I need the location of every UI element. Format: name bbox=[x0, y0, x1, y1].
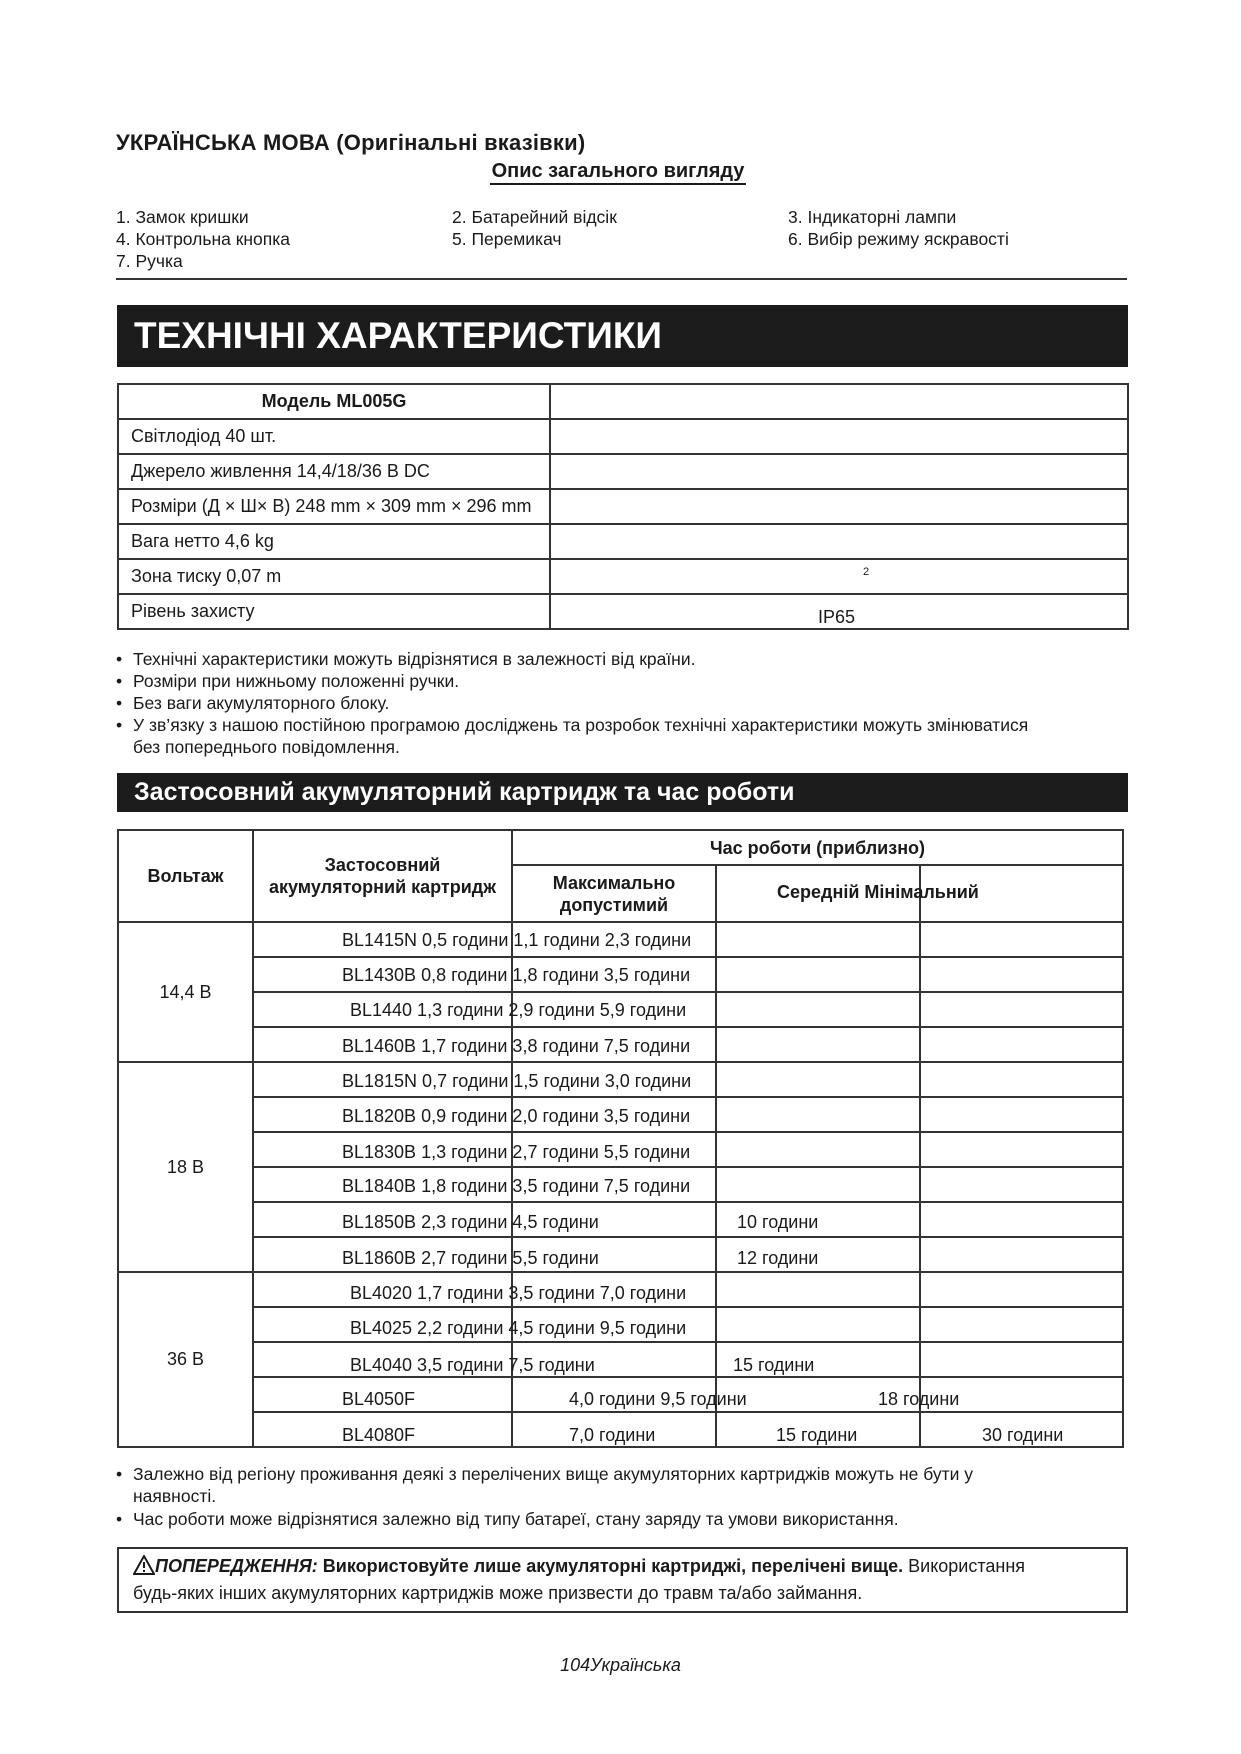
part-item: 2. Батарейний відсік bbox=[452, 207, 617, 227]
table-cell bbox=[920, 1237, 1123, 1272]
table-row bbox=[118, 454, 1128, 489]
table-cell bbox=[920, 1167, 1123, 1202]
spec-cell: Вага нетто 4,6 kg bbox=[118, 524, 550, 559]
header-mid-min: Середній Мінімальний bbox=[777, 882, 979, 902]
list-item bbox=[116, 714, 1029, 736]
table-cell bbox=[716, 1027, 920, 1062]
spec-cell: Зона тиску 0,07 m bbox=[118, 559, 550, 594]
note-text: Без ваги акумуляторного блоку. bbox=[133, 693, 390, 713]
page-footer: 104Українська bbox=[560, 1655, 681, 1675]
battery-row-times: 4,0 години 9,5 години bbox=[569, 1389, 747, 1409]
table-cell bbox=[920, 992, 1123, 1027]
spec-cell: Світлодіод 40 шт. bbox=[118, 419, 550, 454]
list-item bbox=[116, 1508, 899, 1530]
header-voltage: Вольтаж bbox=[118, 830, 253, 922]
note-text: У зв’язку з нашою постійною програмою досліджень та розробок технічні характеристики можуть змінюватися bbox=[133, 715, 1029, 735]
table-cell bbox=[920, 1272, 1123, 1307]
battery-row-min: 10 години bbox=[737, 1212, 819, 1232]
bullet: • bbox=[116, 1464, 123, 1484]
part-item: 5. Перемикач bbox=[452, 229, 562, 249]
note-text: Час роботи може відрізнятися залежно від типу батареї, стану заряду та умови використання. bbox=[133, 1509, 899, 1529]
note-text: Залежно від регіону проживання деякі з перелічених вище акумуляторних картриджів можуть не бути у bbox=[133, 1464, 974, 1484]
spec-value-cell bbox=[550, 454, 1128, 489]
battery-row-min: 18 години bbox=[878, 1389, 960, 1409]
warning-strong: Використовуйте лише акумуляторні картриджі, перелічені вище. bbox=[322, 1556, 904, 1576]
battery-row-min: 15 години bbox=[733, 1355, 815, 1375]
warning-line-2: будь-яких інших акумуляторних картриджів може призвести до травм та/або займання. bbox=[133, 1583, 863, 1603]
voltage-group: 18 В bbox=[118, 1062, 253, 1272]
spec-value-cell bbox=[550, 419, 1128, 454]
table-cell bbox=[920, 1202, 1123, 1237]
voltage-group: 14,4 В bbox=[118, 922, 253, 1062]
table-cell bbox=[920, 922, 1123, 957]
battery-row-text: BL4025 2,2 години 4,5 години 9,5 години bbox=[350, 1318, 687, 1338]
note-text: без попереднього повідомлення. bbox=[133, 737, 400, 757]
bullet: • bbox=[116, 649, 123, 669]
spec-cell: Джерело живлення 14,4/18/36 В DC bbox=[118, 454, 550, 489]
warning-box bbox=[117, 1547, 1128, 1613]
battery-row-min: 30 години bbox=[982, 1425, 1064, 1445]
table-cell bbox=[716, 1062, 920, 1097]
list-item-continued bbox=[133, 1485, 216, 1507]
battery-row-text: BL1460B 1,7 години 3,8 години 7,5 години bbox=[342, 1036, 691, 1056]
list-item bbox=[116, 692, 390, 714]
battery-row-mid: 15 години bbox=[776, 1425, 858, 1445]
list-item bbox=[116, 648, 696, 670]
battery-row-text: BL4040 3,5 години 7,5 години bbox=[350, 1355, 595, 1375]
list-item bbox=[116, 670, 460, 692]
table-cell bbox=[716, 1167, 920, 1202]
table-cell bbox=[920, 1307, 1123, 1342]
table-cell bbox=[920, 1027, 1123, 1062]
battery-row-max: 7,0 години bbox=[569, 1425, 656, 1445]
header-cartridge bbox=[253, 830, 512, 922]
battery-row-text: BL1815N 0,7 години 1,5 години 3,0 години bbox=[342, 1071, 692, 1091]
spec-value-cell bbox=[550, 489, 1128, 524]
battery-row-text: BL1850B 2,3 години 4,5 години bbox=[342, 1212, 599, 1232]
battery-row-text: BL4050F bbox=[342, 1389, 416, 1409]
table-header-row bbox=[118, 830, 1123, 865]
table-cell bbox=[716, 922, 920, 957]
part-item: 1. Замок кришки bbox=[116, 207, 249, 227]
divider bbox=[116, 278, 1127, 280]
part-item: 7. Ручка bbox=[116, 251, 183, 271]
battery-row-text: BL1415N 0,5 години 1,1 години 2,3 години bbox=[342, 930, 692, 950]
table-cell bbox=[716, 992, 920, 1027]
table-row bbox=[118, 1202, 1123, 1237]
table-row bbox=[118, 489, 1128, 524]
battery-row-text: BL4080F bbox=[342, 1425, 416, 1445]
header-max-line1: Максимально bbox=[552, 872, 676, 893]
table-row bbox=[118, 594, 1128, 629]
table-cell bbox=[920, 957, 1123, 992]
battery-row-text: BL1860B 2,7 години 5,5 години bbox=[342, 1248, 599, 1268]
overview-title bbox=[0, 160, 1241, 183]
table-cell bbox=[920, 1132, 1123, 1167]
table-row bbox=[118, 524, 1128, 559]
voltage-group: 36 В bbox=[118, 1272, 253, 1447]
table-cell bbox=[716, 1097, 920, 1132]
bullet: • bbox=[116, 671, 123, 691]
warning-line-1 bbox=[133, 1553, 1112, 1580]
language-title: УКРАЇНСЬКА МОВА (Оригінальні вказівки) bbox=[116, 130, 586, 155]
battery-row-text: BL1430B 0,8 години 1,8 години 3,5 години bbox=[342, 965, 691, 985]
spec-cell: Модель ML005G bbox=[118, 384, 550, 419]
spec-cell: Рівень захисту bbox=[118, 594, 550, 629]
overview-title-text: Опис загального вигляду bbox=[490, 160, 747, 185]
battery-row-min: 12 години bbox=[737, 1248, 819, 1268]
spec-value-cell bbox=[550, 384, 1128, 419]
header-cartridge-line1: Застосовний bbox=[324, 855, 441, 875]
table-row bbox=[118, 419, 1128, 454]
part-item: 6. Вибір режиму яскравості bbox=[788, 229, 1009, 249]
table-cell bbox=[920, 1062, 1123, 1097]
note-text: Розміри при нижньому положенні ручки. bbox=[133, 671, 460, 691]
battery-table bbox=[117, 829, 1124, 1448]
bullet: • bbox=[116, 693, 123, 713]
list-item bbox=[116, 1463, 974, 1485]
battery-row-text: BL1440 1,3 години 2,9 години 5,9 години bbox=[350, 1000, 687, 1020]
note-text: наявності. bbox=[133, 1486, 217, 1506]
list-item-continued bbox=[133, 736, 400, 758]
spec-value-cell bbox=[550, 559, 1128, 594]
specs-title-bar: ТЕХНІЧНІ ХАРАКТЕРИСТИКИ bbox=[117, 305, 1128, 367]
battery-row-text: BL1820B 0,9 години 2,0 години 3,5 години bbox=[342, 1106, 691, 1126]
bullet: • bbox=[116, 715, 123, 735]
spec-value-cell bbox=[550, 524, 1128, 559]
warning-text: Використання bbox=[908, 1556, 1026, 1576]
spec-cell: Розміри (Д × Ш× В) 248 mm × 309 mm × 296 mm bbox=[118, 489, 550, 524]
header-max bbox=[512, 865, 716, 922]
note-text: Технічні характеристики можуть відрізнятися в залежності від країни. bbox=[133, 649, 696, 669]
part-item: 4. Контрольна кнопка bbox=[116, 229, 291, 249]
superscript-two: 2 bbox=[863, 566, 870, 578]
table-cell bbox=[920, 1342, 1123, 1377]
battery-row-text: BL4020 1,7 години 3,5 години 7,0 години bbox=[350, 1283, 687, 1303]
header-max-line2: допустимий bbox=[559, 894, 669, 915]
table-cell bbox=[920, 1097, 1123, 1132]
table-row bbox=[118, 1342, 1123, 1377]
part-item: 3. Індикаторні лампи bbox=[788, 207, 957, 227]
warning-label: ПОПЕРЕДЖЕННЯ: bbox=[155, 1556, 318, 1576]
protection-value: IP65 bbox=[818, 607, 856, 627]
table-cell bbox=[716, 1272, 920, 1307]
header-cartridge-line2: акумуляторний картридж bbox=[269, 877, 496, 897]
battery-row-text: BL1830B 1,3 години 2,7 години 5,5 години bbox=[342, 1142, 691, 1162]
battery-row-text: BL1840B 1,8 години 3,5 години 7,5 години bbox=[342, 1176, 691, 1196]
table-cell bbox=[716, 1307, 920, 1342]
table-row bbox=[118, 559, 1128, 594]
warning-triangle-icon bbox=[133, 1555, 155, 1575]
bullet: • bbox=[116, 1509, 123, 1529]
table-cell bbox=[716, 1132, 920, 1167]
table-cell bbox=[716, 957, 920, 992]
header-runtime: Час роботи (приблизно) bbox=[512, 830, 1123, 865]
specs-table bbox=[117, 383, 1129, 630]
table-row bbox=[118, 1237, 1123, 1272]
table-row bbox=[118, 384, 1128, 419]
battery-title-bar: Застосовний акумуляторний картридж та час роботи bbox=[117, 773, 1128, 812]
